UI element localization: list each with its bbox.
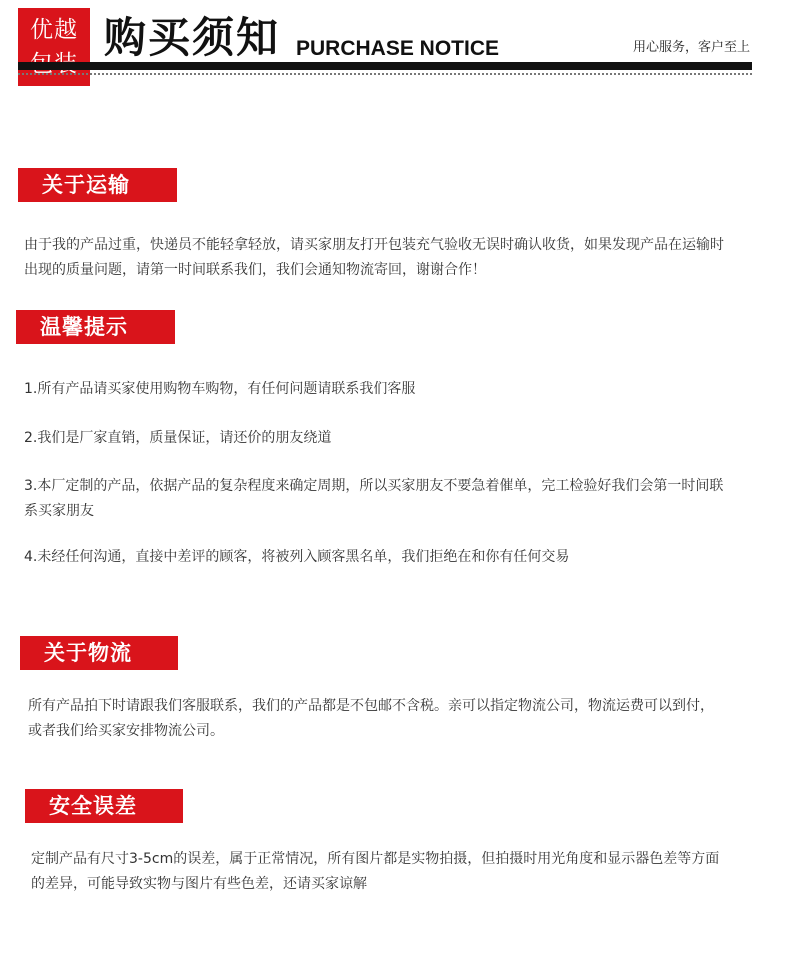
- tip-item-1: 1.所有产品请买家使用购物车购物，有任何问题请联系我们客服: [24, 381, 416, 397]
- tip-item-4: 4.未经任何沟通，直接中差评的顾客，将被列入顾客黑名单，我们拒绝在和你有任何交易: [24, 549, 570, 565]
- header-divider: [18, 62, 752, 70]
- section-heading-tips: 温馨提示: [16, 310, 175, 344]
- section-heading-shipping: 关于运输: [18, 168, 177, 202]
- section-heading-tolerance: 安全误差: [25, 789, 183, 823]
- page-subtitle-english: PURCHASE NOTICE: [296, 37, 500, 60]
- tip-item-3: 3.本厂定制的产品，依据产品的复杂程度来确定周期，所以买家朋友不要急着催单，完工检验好我们会第一时间联系买家朋友: [24, 478, 724, 519]
- logo-text-line1: 优越: [30, 17, 78, 43]
- section-heading-logistics: 关于物流: [20, 636, 178, 670]
- tolerance-paragraph: 定制产品有尺寸3-5cm的误差，属于正常情况，所有图片都是实物拍摄，但拍摄时用光角度和显示器色差等方面的差异，可能导致实物与图片有些色差，还请买家谅解: [31, 851, 720, 892]
- logistics-paragraph: 所有产品拍下时请跟我们客服联系，我们的产品都是不包邮不含税。亲可以指定物流公司，物流运费可以到付，或者我们给买家安排物流公司。: [28, 698, 714, 739]
- slogan: 用心服务，客户至上: [632, 40, 750, 55]
- tip-item-2: 2.我们是厂家直销，质量保证，请还价的朋友绕道: [24, 430, 332, 446]
- page-title: 购买须知: [104, 13, 281, 62]
- shipping-paragraph: 由于我的产品过重，快递员不能轻拿轻放，请买家朋友打开包装充气验收无误时确认收货，如果发现产品在运输时出现的质量问题，请第一时间联系我们，我们会通知物流寄回，谢谢合作！: [24, 237, 724, 278]
- header-dotted-divider: [18, 73, 752, 75]
